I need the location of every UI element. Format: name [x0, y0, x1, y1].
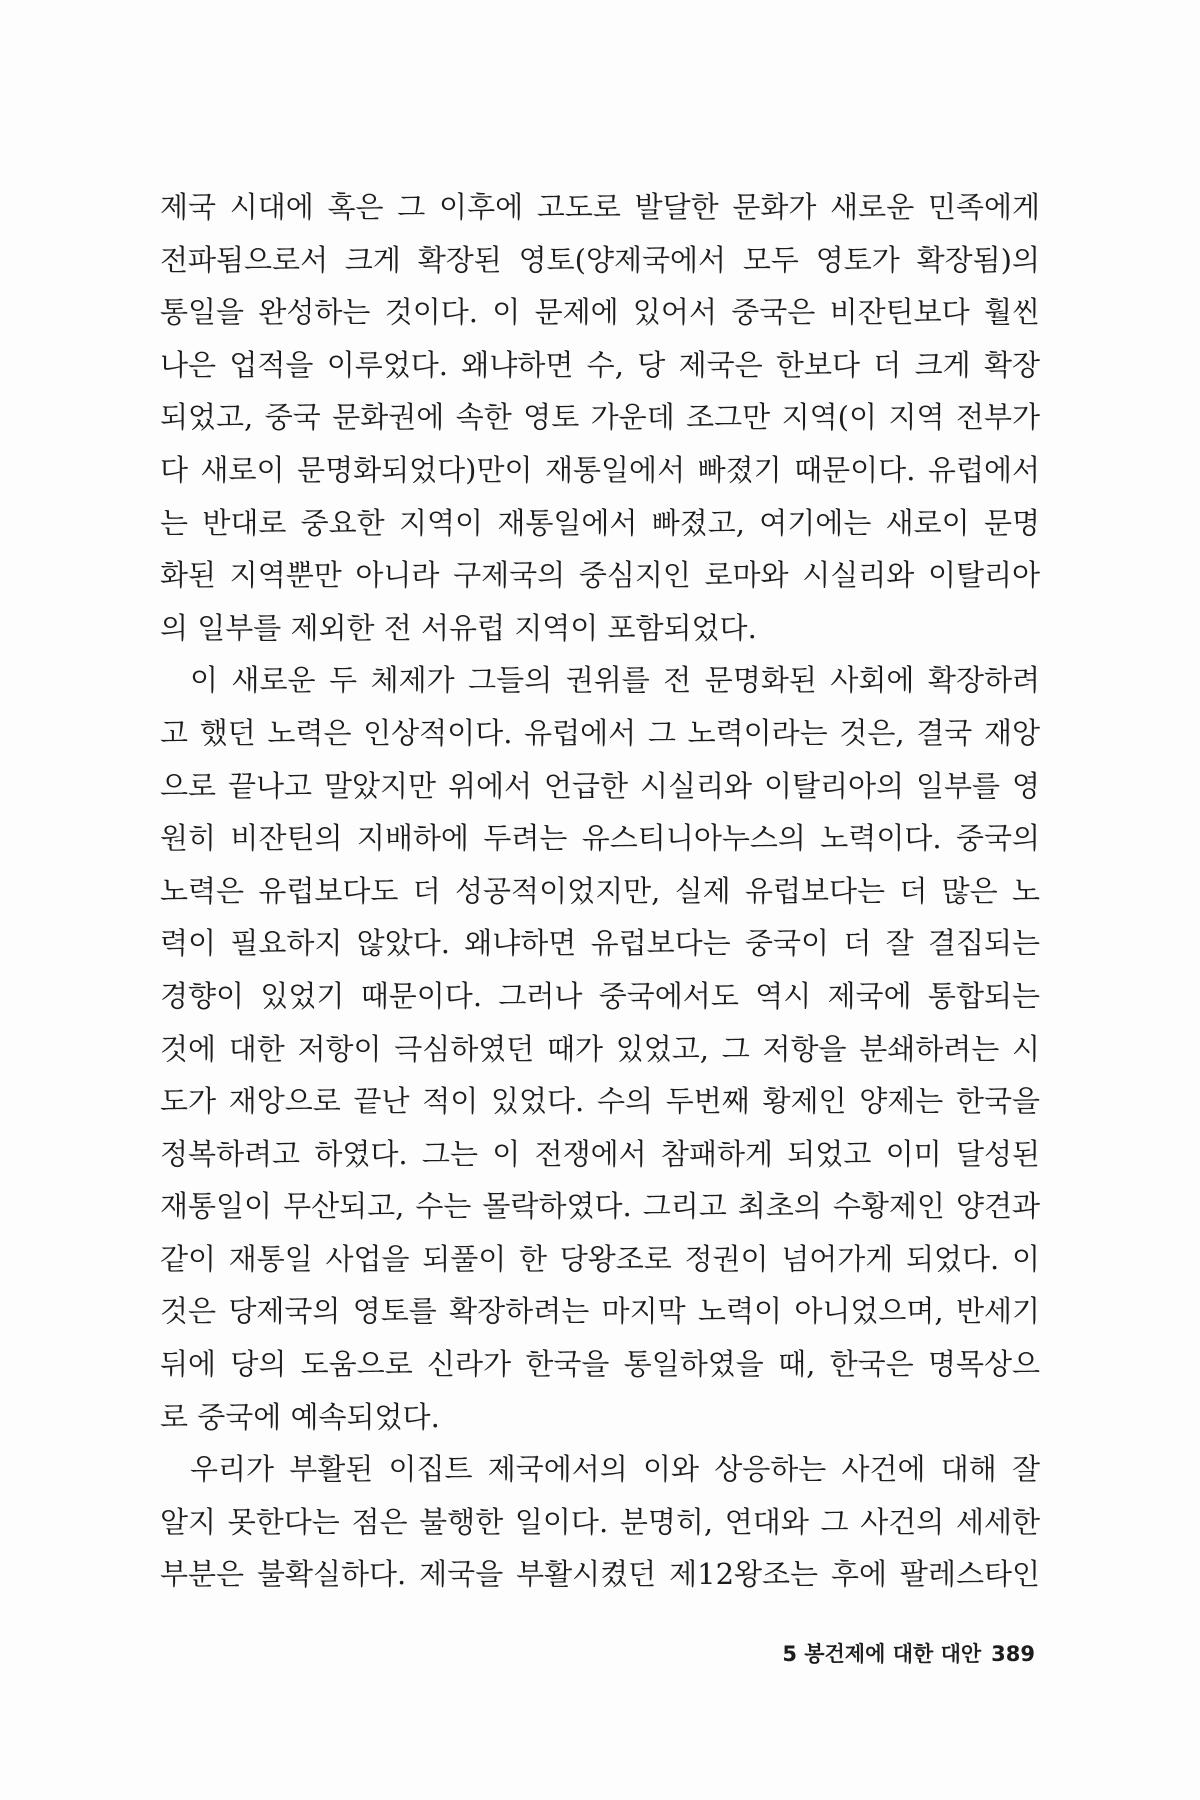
text-line: 되었고, 중국 문화권에 속한 영토 가운데 조그만 지역(이 지역 전부가: [160, 400, 1040, 435]
text-line: 는 반대로 중요한 지역이 재통일에서 빠졌고, 여기에는 새로이 문명: [160, 505, 1040, 540]
text-line: 전파됨으로서 크게 확장된 영토(양제국에서 모두 영토가 확장됨)의: [160, 242, 1040, 277]
text-line: 뒤에 당의 도움으로 신라가 한국을 통일하였을 때, 한국은 명목상으: [160, 1347, 1040, 1382]
text-line: 통일을 완성하는 것이다. 이 문제에 있어서 중국은 비잔틴보다 훨씬: [160, 295, 1040, 330]
text-line: 화된 지역뿐만 아니라 구제국의 중심지인 로마와 시실리와 이탈리아: [160, 558, 1040, 593]
text-line: 부분은 불확실하다. 제국을 부활시켰던 제12왕조는 후에 팔레스타인: [160, 1557, 1040, 1592]
text-line: 력이 필요하지 않았다. 왜냐하면 유럽보다는 중국이 더 잘 결집되는: [160, 926, 1040, 961]
text-line: 다 새로이 문명화되었다)만이 재통일에서 빠졌기 때문이다. 유럽에서: [160, 452, 1040, 487]
running-title: 5 봉건제에 대한 대안: [782, 1642, 982, 1666]
text-line: 우리가 부활된 이집트 제국에서의 이와 상응하는 사건에 대해 잘: [190, 1452, 1040, 1487]
paragraph: [160, 654, 1040, 1443]
paragraph: [160, 1443, 1040, 1601]
text-line: 노력은 유럽보다도 더 성공적이었지만, 실제 유럽보다는 더 많은 노: [160, 873, 1040, 908]
text-line: 로 중국에 예속되었다.: [160, 1399, 440, 1434]
text-line: 재통일이 무산되고, 수는 몰락하였다. 그리고 최초의 수황제인 양견과: [160, 1189, 1040, 1224]
text-line: 나은 업적을 이루었다. 왜냐하면 수, 당 제국은 한보다 더 크게 확장: [160, 347, 1040, 382]
text-line: 원히 비잔틴의 지배하에 두려는 유스티니아누스의 노력이다. 중국의: [160, 821, 1040, 856]
text-line: 같이 재통일 사업을 되풀이 한 당왕조로 정권이 넘어가게 되었다. 이: [160, 1241, 1040, 1276]
text-line: 이 새로운 두 체제가 그들의 권위를 전 문명화된 사회에 확장하려: [190, 663, 1040, 698]
text-line: 정복하려고 하였다. 그는 이 전쟁에서 참패하게 되었고 이미 달성된: [160, 1136, 1040, 1171]
page-number: 389: [991, 1642, 1035, 1666]
paragraph: [160, 181, 1040, 654]
body-text: [160, 181, 1040, 1601]
text-line: 알지 못한다는 점은 불행한 일이다. 분명히, 연대와 그 사건의 세세한: [160, 1504, 1040, 1539]
page-footer: [782, 1638, 1035, 1668]
text-line: 경향이 있었기 때문이다. 그러나 중국에서도 역시 제국에 통합되는: [160, 978, 1040, 1013]
text-line: 고 했던 노력은 인상적이다. 유럽에서 그 노력이라는 것은, 결국 재앙: [160, 715, 1040, 750]
text-line: 도가 재앙으로 끝난 적이 있었다. 수의 두번째 황제인 양제는 한국을: [160, 1084, 1040, 1119]
text-line: 제국 시대에 혹은 그 이후에 고도로 발달한 문화가 새로운 민족에게: [160, 190, 1040, 224]
text-line: 으로 끝나고 말았지만 위에서 언급한 시실리와 이탈리아의 일부를 영: [160, 768, 1040, 803]
text-line: 것은 당제국의 영토를 확장하려는 마지막 노력이 아니었으며, 반세기: [160, 1294, 1040, 1329]
text-line: 것에 대한 저항이 극심하였던 때가 있었고, 그 저항을 분쇄하려는 시: [160, 1031, 1040, 1066]
text-line: 의 일부를 제외한 전 서유럽 지역이 포함되었다.: [160, 610, 757, 645]
